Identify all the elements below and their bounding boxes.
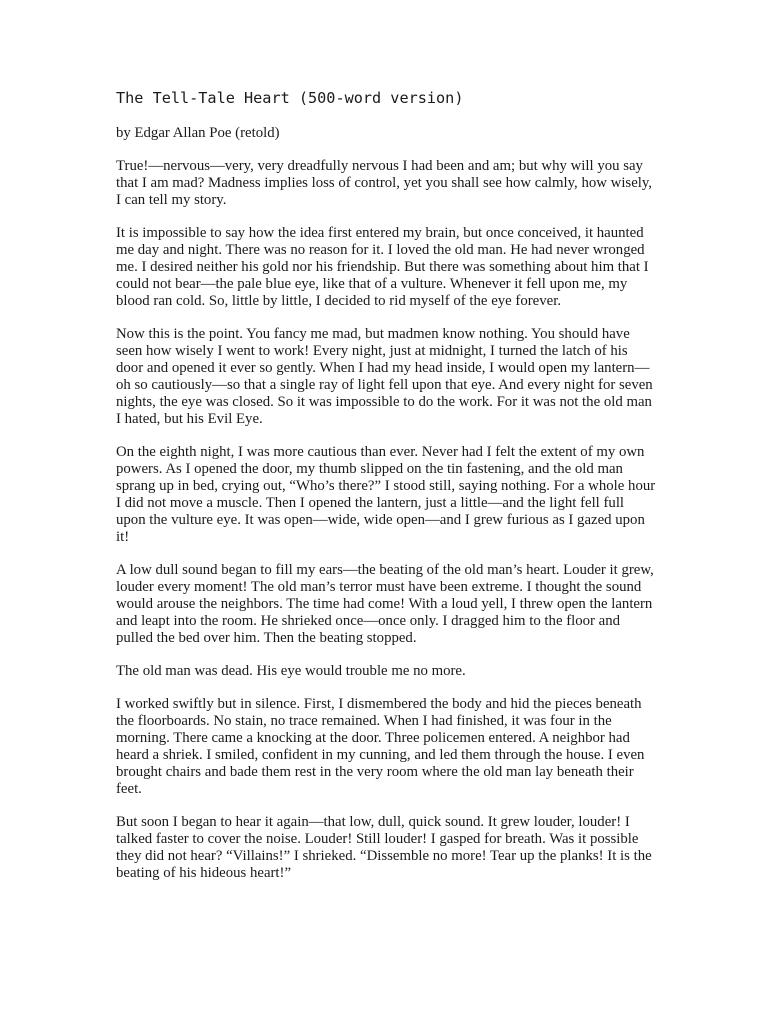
document-byline: by Edgar Allan Poe (retold) xyxy=(116,125,280,141)
paragraph-8: But soon I began to hear it again—that low, dull, quick sound. It grew louder, louder! I talked faster to cover the noise. Louder! Still louder! I gasped for breath. Was it possible they did not hear? “Villains!” I shrieked. “Dissemble no more! Tear up the planks! It is the beating of his hideous heart!” xyxy=(116,814,652,881)
paragraph-6: The old man was dead. His eye would trouble me no more. xyxy=(116,663,466,679)
document-page xyxy=(116,88,656,898)
paragraph-2: It is impossible to say how the idea first entered my brain, but once conceived, it haunted me day and night. There was no reason for it. I loved the old man. He had never wronged me. I desired neither his gold nor his friendship. But there was something about him that I could not bear—the pale blue eye, like that of a vulture. Whenever it fell upon me, my blood ran cold. So, little by little, I decided to rid myself of the eye forever. xyxy=(116,225,649,309)
paragraph-1: True!—nervous—very, very dreadfully nervous I had been and am; but why will you say that I am mad? Madness implies loss of control, yet you shall see how calmly, how wisely, I can tell my story. xyxy=(116,158,653,208)
paragraph-3: Now this is the point. You fancy me mad, but madmen know nothing. You should have seen how wisely I went to work! Every night, just at midnight, I turned the latch of his door and opened it ever so gently. When I had my head inside, I would open my lantern—oh so cautiously—so that a single ray of light fell upon that eye. And every night for seven nights, the eye was closed. So it was impossible to do the work. For it was not the old man I hated, but his Evil Eye. xyxy=(116,326,653,427)
paragraph-4: On the eighth night, I was more cautious than ever. Never had I felt the extent of my own powers. As I opened the door, my thumb slipped on the tin fastening, and the old man sprang up in bed, crying out, “Who’s there?” I stood still, saying nothing. For a whole hour I did not move a muscle. Then I opened the lantern, just a little—and the light fell full upon the vulture eye. It was open—wide, wide open—and I grew furious as I gazed upon it! xyxy=(116,444,656,545)
paragraph-7: I worked swiftly but in silence. First, I dismembered the body and hid the pieces beneath the floorboards. No stain, no trace remained. When I had finished, it was four in the morning. There came a knocking at the door. Three policemen entered. A neighbor had heard a shriek. I smiled, confident in my cunning, and led them through the house. I even brought chairs and bade them rest in the very room where the old man lay beneath their feet. xyxy=(116,696,645,797)
document-title: The Tell-Tale Heart (500-word version) xyxy=(116,89,464,107)
paragraph-5: A low dull sound began to fill my ears—the beating of the old man’s heart. Louder it grew, louder every moment! The old man’s terror must have been extreme. I thought the sound would arouse the neighbors. The time had come! With a loud yell, I threw open the lantern and leapt into the room. He shrieked once—once only. I dragged him to the floor and pulled the bed over him. Then the beating stopped. xyxy=(116,562,654,646)
